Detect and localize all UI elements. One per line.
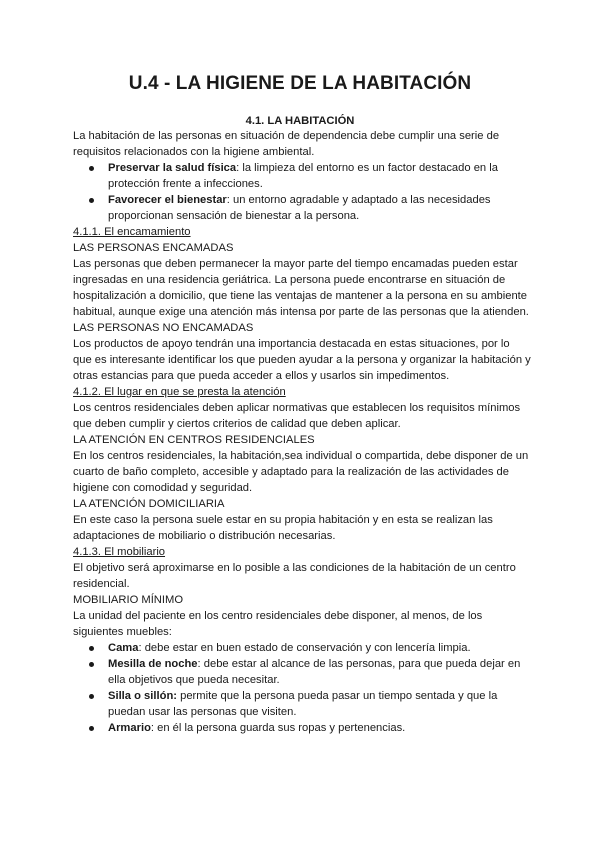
list-item [73,688,531,720]
bullet-text: : la limpieza del entorno es un factor destacado en la protección frente a infecciones. [108,162,498,190]
paragraph: En los centros residenciales, la habitación,sea individual o compartida, debe disponer de un cuarto de baño completo, accesible y adaptado para la realización de las actividades de higiene con comodidad y seguridad. [73,450,529,494]
paragraph: Las personas que deben permanecer la mayor parte del tiempo encamadas pueden estar ingresadas en una residencia geriátrica. La persona puede encontrarse en situación de hospitalización a domicilio, que tiene las ventajas de mantener a la persona en su ambiente habitual, aunque exige una atención más intensa por parte de las personas que la atienden. [73,258,529,318]
intro-bullet-list [73,160,531,224]
subsection-heading-411: 4.1.1. El encamamiento [73,226,191,238]
bullet-icon [89,694,94,699]
bullet-term: Mesilla de noche [108,658,198,670]
bullet-term: Armario [108,722,151,734]
paragraph: El objetivo será aproximarse en lo posible a las condiciones de la habitación de un centro residencial. [73,562,516,590]
subheading: LA ATENCIÓN EN CENTROS RESIDENCIALES [73,434,315,446]
section-heading: 4.1. LA HABITACIÓN [245,115,355,127]
subheading: LA ATENCIÓN DOMICILIARIA [73,498,225,510]
list-item [73,720,531,736]
bullet-icon [89,166,94,171]
subsection-heading-412: 4.1.2. El lugar en que se presta la atención [73,386,286,398]
page-title: U.4 - LA HIGIENE DE LA HABITACIÓN [128,73,472,94]
list-item [73,160,531,192]
subheading: MOBILIARIO MÍNIMO [73,594,184,606]
paragraph: Los centros residenciales deben aplicar normativas que establecen los requisitos mínimos que deben cumplir y ciertos criterios de calidad que deben aplicar. [73,402,521,430]
bullet-text: permite que la persona pueda pasar un tiempo sentada y que la puedan usar las personas que visiten. [108,690,498,718]
bullet-text: : debe estar al alcance de las personas, para que pueda dejar en ella objetivos que pueda necesitar. [108,658,521,686]
bullet-icon [89,662,94,667]
bullet-term: Preservar la salud física [108,162,237,174]
paragraph: En este caso la persona suele estar en su propia habitación y en esta se realizan las adaptaciones de mobiliario o distribución necesarias. [73,514,493,542]
list-item [73,192,531,224]
intro-paragraph: La habitación de las personas en situación de dependencia debe cumplir una serie de requisitos relacionados con la higiene ambiental. [73,130,500,158]
bullet-icon [89,198,94,203]
paragraph: La unidad del paciente en los centro residenciales debe disponer, al menos, de los siguientes muebles: [73,610,483,638]
subheading: LAS PERSONAS ENCAMADAS [73,242,234,254]
bullet-term: Favorecer el bienestar [108,194,227,206]
bullet-text: : en él la persona guarda sus ropas y pertenencias. [150,722,406,734]
list-item [73,640,531,656]
bullet-icon [89,646,94,651]
bullet-text: : debe estar en buen estado de conservación y con lencería limpia. [138,642,471,654]
furniture-bullet-list [73,640,531,736]
subsection-heading-413: 4.1.3. El mobiliario [73,546,166,558]
bullet-term: Silla o sillón: [108,690,177,702]
subheading: LAS PERSONAS NO ENCAMADAS [73,322,254,334]
document-body [73,128,531,736]
list-item [73,656,531,688]
paragraph: Los productos de apoyo tendrán una importancia destacada en estas situaciones, por lo que es interesante identificar los que pueden ayudar a la persona y organizar la habitación y otras estancias para que pueda acceder a ellos y usarlos sin impedimentos. [73,338,531,382]
bullet-icon [89,726,94,731]
bullet-term: Cama [108,642,139,654]
bullet-text: : un entorno agradable y adaptado a las necesidades proporcionan sensación de bienestar a la persona. [108,194,491,222]
